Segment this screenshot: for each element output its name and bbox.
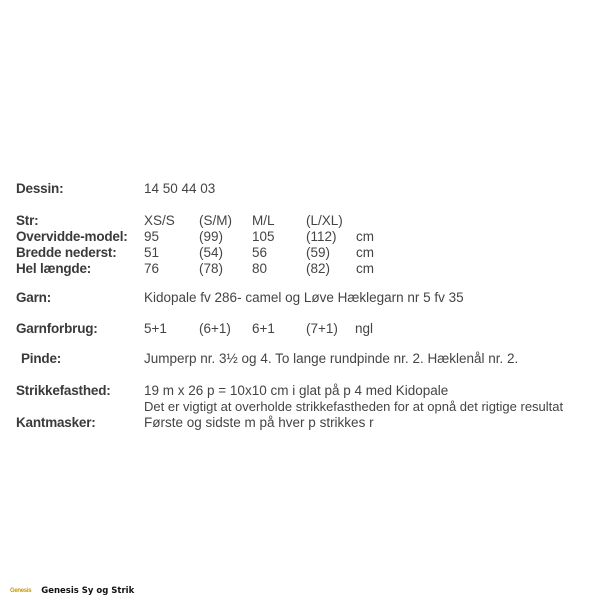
garn-label: Garn: [16, 290, 52, 305]
bredde-value: 51 [144, 245, 160, 260]
bredde-value: (54) [199, 245, 224, 260]
overvidde-label: Overvidde-model: [16, 229, 128, 244]
garnforbrug-value: (7+1) [306, 321, 338, 336]
pinde-value: Jumperp nr. 3½ og 4. To lange rundpinde nr. 2. Hæklenål nr. 2. [144, 351, 519, 366]
garnforbrug-value: 5+1 [144, 321, 167, 336]
laengde-label: Hel længde: [16, 261, 92, 276]
garnforbrug-value: 6+1 [252, 321, 275, 336]
laengde-value: (78) [199, 261, 224, 276]
overvidde-value: (112) [306, 229, 337, 244]
bredde-value: (59) [306, 245, 331, 260]
dessin-value: 14 50 44 03 [144, 181, 216, 196]
overvidde-value: 105 [252, 229, 275, 244]
brand-mark: Genesis [10, 588, 32, 594]
pinde-label: Pinde: [21, 351, 62, 366]
garnforbrug-unit: ngl [355, 321, 374, 336]
laengde-value: 76 [144, 261, 160, 276]
laengde-value: 80 [252, 261, 268, 276]
strikkefasthed-label: Strikkefasthed: [16, 383, 111, 398]
dessin-label: Dessin: [16, 181, 64, 196]
overvidde-unit: cm [356, 229, 374, 244]
strikkefasthed-line2: Det er vigtigt at overholde strikkefastheden for at opnå det rigtige resultat [144, 399, 564, 414]
garn-value: Kidopale fv 286- camel og Løve Hæklegarn nr 5 fv 35 [144, 290, 464, 305]
bredde-unit: cm [356, 245, 374, 260]
size-label: Str: [16, 213, 39, 228]
strikkefasthed-line1: 19 m x 26 p = 10x10 cm i glat på p 4 med Kidopale [144, 383, 449, 398]
laengde-unit: cm [356, 261, 374, 276]
laengde-value: (82) [306, 261, 331, 276]
overvidde-value: (99) [199, 229, 224, 244]
size-value: XS/S [144, 213, 175, 228]
brand-logo [10, 586, 134, 596]
brand-name: Genesis Sy og Strik [41, 586, 135, 596]
garnforbrug-value: (6+1) [199, 321, 231, 336]
kantmasker-value: Første og sidste m på hver p strikkes r [144, 415, 374, 430]
size-value: (L/XL) [306, 213, 343, 228]
kantmasker-label: Kantmasker: [16, 415, 96, 430]
size-value: (S/M) [199, 213, 232, 228]
bredde-label: Bredde nederst: [16, 245, 117, 260]
overvidde-value: 95 [144, 229, 160, 244]
bredde-value: 56 [252, 245, 268, 260]
garnforbrug-label: Garnforbrug: [16, 321, 98, 336]
size-value: M/L [252, 213, 275, 228]
